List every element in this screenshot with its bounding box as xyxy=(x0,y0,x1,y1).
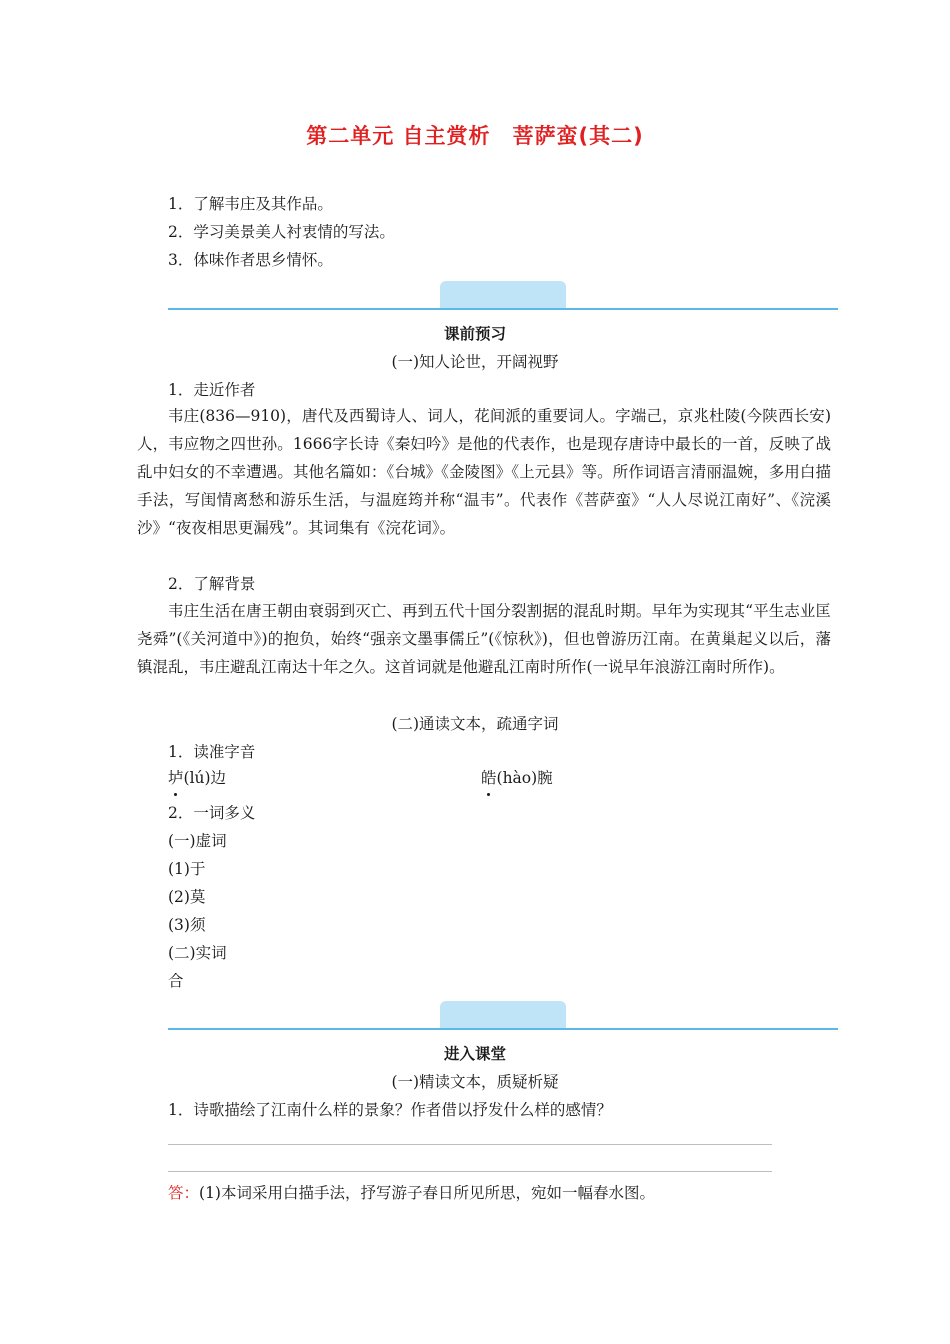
question-1: 1．诗歌描绘了江南什么样的景象？作者借以抒发什么样的感情？ xyxy=(168,1101,612,1119)
answer-blank-line xyxy=(168,1171,772,1172)
polysemy-item: (2)莫 xyxy=(168,888,206,906)
preview-section1-title: (一)知人论世，开阔视野 xyxy=(391,353,559,371)
preview-section2-title: (二)通读文本，疏通字词 xyxy=(391,715,559,733)
objective-3: 3．体味作者思乡情怀。 xyxy=(168,251,333,269)
divider-tab xyxy=(440,281,566,309)
objective-2: 2．学习美景美人衬衷情的写法。 xyxy=(168,223,395,241)
background-paragraph: 韦庄生活在唐王朝由衰弱到灭亡、再到五代十国分裂割据的混乱时期。早年为实现其“平生志业匡尧舜”(《关河道中》)的抱负，始终“强亲文墨事儒丘”(《惊秋》)，但也曾游历江南。在黄巢起义以后，藩镇混乱，韦庄避乱江南达十年之久。这首词就是他避乱江南时所作(一说早年浪游江南时所作)。 xyxy=(137,602,831,676)
preview-heading: 课前预习 xyxy=(443,325,506,343)
pinyin-text: (lú)边 xyxy=(183,769,227,787)
classroom-heading: 进入课堂 xyxy=(443,1045,506,1063)
polysemy-item: (二)实词 xyxy=(168,944,227,962)
divider-rule xyxy=(168,308,838,310)
section-divider-preview xyxy=(168,281,838,311)
pronunciation-item-1 xyxy=(168,768,226,788)
divider-tab xyxy=(440,1001,566,1029)
answer-1 xyxy=(168,1183,655,1203)
answer-label: 答： xyxy=(168,1184,200,1202)
dotted-char: 皓 xyxy=(481,769,497,787)
polysemy-item: (一)虚词 xyxy=(168,832,227,850)
author-paragraph: 韦庄(836—910)，唐代及西蜀诗人、词人，花间派的重要词人。字端己，京兆杜陵(今陕西长安)人，韦应物之四世孙。1666字长诗《秦妇吟》是他的代表作，也是现存唐诗中最长的一首，反映了战乱中妇女的不幸遭遇。其他名篇如：《台城》《金陵图》《上元县》等。所作词语言清丽温婉，多用白描手法，写闺情离愁和游乐生活，与温庭筠并称“温韦”。代表作《菩萨蛮》“人人尽说江南好”、《浣溪沙》“夜夜相思更漏残”。其词集有《浣花词》。 xyxy=(137,407,831,537)
objective-1: 1．了解韦庄及其作品。 xyxy=(168,195,333,213)
pronunciation-item-2 xyxy=(481,768,553,788)
item-author-title: 1．走近作者 xyxy=(168,381,256,399)
answer-text: (1)本词采用白描手法，抒写游子春日所见所思，宛如一幅春水图。 xyxy=(199,1184,655,1202)
polysemy-item: 合 xyxy=(168,972,184,990)
item-background-title: 2．了解背景 xyxy=(168,575,256,593)
polysemy-title: 2．一词多义 xyxy=(168,804,256,822)
dotted-char: 垆 xyxy=(168,769,184,787)
divider-rule xyxy=(168,1028,838,1030)
page-title: 第二单元 自主赏析 菩萨蛮(其二) xyxy=(306,124,644,148)
polysemy-item: (1)于 xyxy=(168,860,206,878)
polysemy-item: (3)须 xyxy=(168,916,206,934)
answer-blank-line xyxy=(168,1144,772,1145)
section-divider-classroom xyxy=(168,1001,838,1031)
pronunciation-title: 1．读准字音 xyxy=(168,743,256,761)
classroom-section1-title: (一)精读文本，质疑析疑 xyxy=(391,1073,559,1091)
pinyin-text: (hào)腕 xyxy=(496,769,553,787)
